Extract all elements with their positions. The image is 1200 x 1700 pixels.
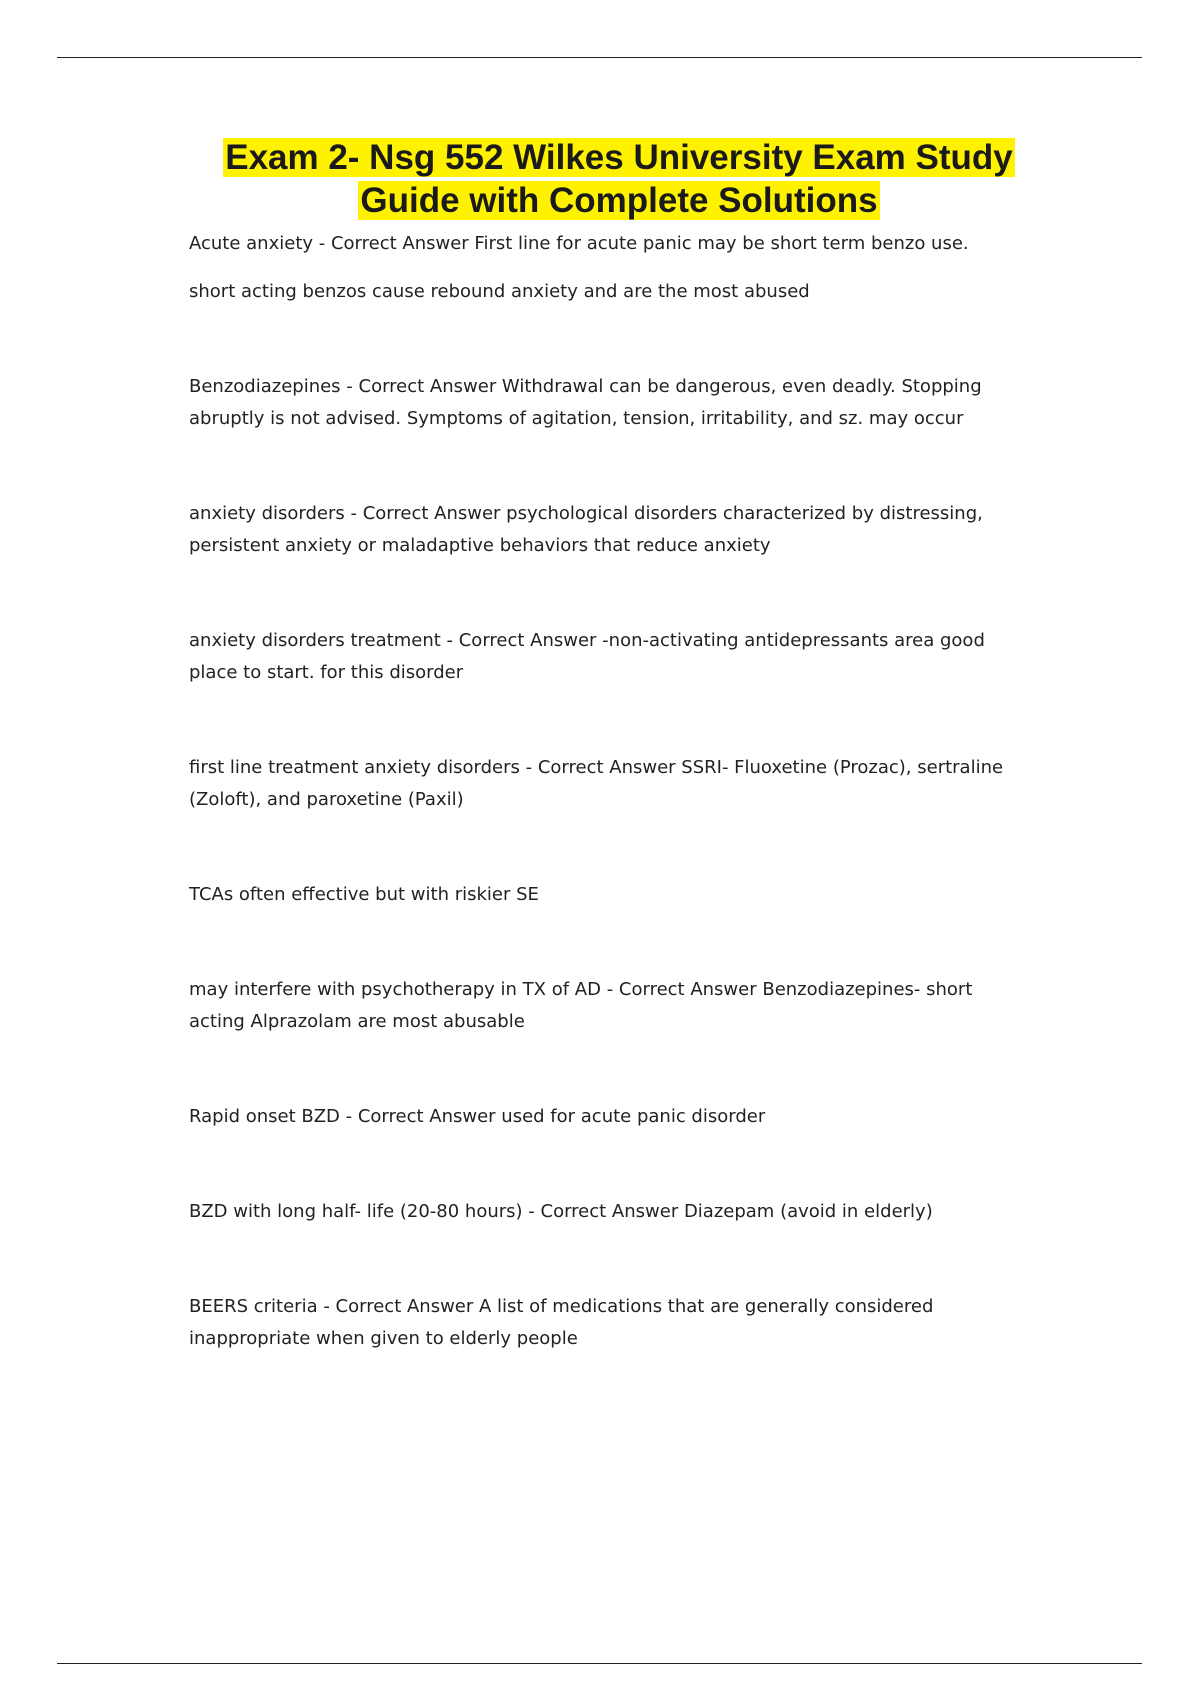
document-title — [189, 136, 1049, 222]
entry-tcas: TCAs often effective but with riskier SE — [189, 884, 539, 905]
entry-benzodiazepines: Benzodiazepines - Correct Answer Withdrawal can be dangerous, even deadly. Stopping abruptly is not advised. Symptoms of agitation, tension, irritability, and sz. may occur — [189, 376, 982, 429]
document-body — [189, 136, 1049, 1355]
entry-acute-anxiety: Acute anxiety - Correct Answer First line for acute panic may be short term benzo use. — [189, 233, 969, 254]
entry-anxiety-disorders: anxiety disorders - Correct Answer psychological disorders characterized by distressing, persistent anxiety or maladaptive behaviors that reduce anxiety — [189, 503, 983, 556]
entry-psychotherapy-interference: may interfere with psychotherapy in TX of AD - Correct Answer Benzodiazepines- short acting Alprazolam are most abusable — [189, 979, 973, 1032]
entry-first-line-treatment: first line treatment anxiety disorders - Correct Answer SSRI- Fluoxetine (Prozac), sertraline (Zoloft), and paroxetine (Paxil) — [189, 757, 1004, 810]
entry-rapid-onset-bzd: Rapid onset BZD - Correct Answer used for acute panic disorder — [189, 1106, 766, 1127]
entry-short-acting-benzos: short acting benzos cause rebound anxiety and are the most abused — [189, 281, 810, 302]
entry-anxiety-disorders-treatment: anxiety disorders treatment - Correct Answer -non-activating antidepressants area good place to start. for this disorder — [189, 630, 985, 683]
entry-long-half-life-bzd: BZD with long half- life (20-80 hours) - Correct Answer Diazepam (avoid in elderly) — [189, 1201, 933, 1222]
title-line-2: Guide with Complete Solutions — [360, 181, 878, 220]
header-rule — [57, 57, 1142, 58]
title-line-1: Exam 2- Nsg 552 Wilkes University Exam Study — [225, 138, 1013, 177]
entry-beers-criteria: BEERS criteria - Correct Answer A list of medications that are generally considered inappropriate when given to elderly people — [189, 1296, 934, 1349]
footer-rule — [57, 1663, 1142, 1664]
